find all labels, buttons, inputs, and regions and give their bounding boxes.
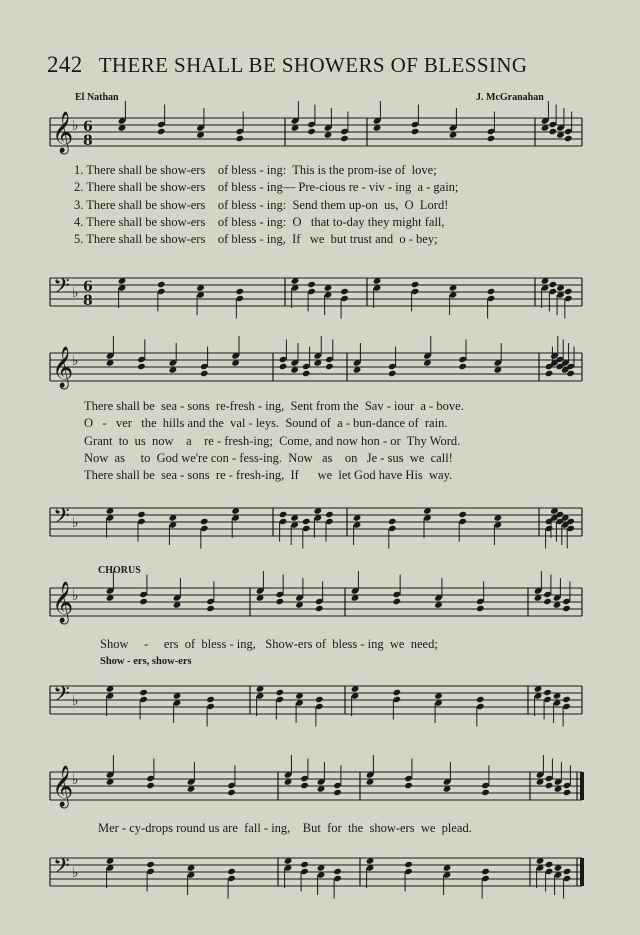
flat-sign-icon: ♭ xyxy=(72,772,79,788)
notehead xyxy=(340,288,349,295)
notehead xyxy=(562,696,571,703)
notehead xyxy=(275,689,284,696)
bass-clef-icon: 𝄢 xyxy=(53,274,70,304)
notehead xyxy=(404,861,413,868)
bass-staff-4 xyxy=(0,845,640,905)
notehead xyxy=(235,135,244,142)
notehead xyxy=(476,605,485,612)
notehead xyxy=(302,370,311,377)
notehead xyxy=(543,689,552,696)
lyric-line: 4. There shall be show-ers of bless - ing: O that to-day they might fall, xyxy=(74,214,445,229)
notehead xyxy=(206,605,215,612)
notehead xyxy=(481,789,490,796)
notehead xyxy=(315,605,324,612)
treble-clef-icon: 𝄞 xyxy=(52,766,74,807)
notehead xyxy=(307,281,316,288)
notehead xyxy=(481,868,490,875)
notehead xyxy=(302,518,311,525)
notehead xyxy=(333,789,342,796)
notehead xyxy=(548,281,557,288)
flat-sign-icon: ♭ xyxy=(72,285,79,301)
treble-staff-2 xyxy=(0,344,640,394)
notehead xyxy=(476,696,485,703)
time-signature-bottom: 8 xyxy=(83,133,93,149)
notehead xyxy=(227,868,236,875)
flat-sign-icon: ♭ xyxy=(72,118,79,134)
composer-credit: J. McGranahan xyxy=(476,92,544,103)
verse-lyrics xyxy=(74,162,458,248)
lyric-line: Grant to us now a re - fresh-ing; Come, and now hon - or Thy Word. xyxy=(84,433,461,448)
treble-staff-1 xyxy=(0,108,640,168)
notehead xyxy=(307,128,316,135)
treble-clef-icon: 𝄞 xyxy=(52,112,74,153)
chorus-label: CHORUS xyxy=(98,565,141,576)
staff-lines xyxy=(50,118,582,146)
treble-clef-icon: 𝄞 xyxy=(52,582,74,623)
notehead xyxy=(227,789,236,796)
notehead xyxy=(564,288,573,295)
notehead xyxy=(404,782,413,789)
notehead xyxy=(487,288,496,295)
notehead xyxy=(548,128,557,135)
notehead xyxy=(458,363,467,370)
notehead xyxy=(487,135,496,142)
time-signature-top: 6 xyxy=(83,279,93,295)
notehead xyxy=(325,511,334,518)
bass-clef-icon: 𝄢 xyxy=(53,854,70,884)
hymn-title: THERE SHALL BE SHOWERS OF BLESSING xyxy=(98,53,528,77)
lyric-line: 5. There shall be show-ers of bless - ing, If we but trust and o - bey; xyxy=(74,232,438,247)
verse2-lyrics xyxy=(84,398,464,484)
notehead xyxy=(545,861,554,868)
echo-lyrics: Show - ers, show-ers xyxy=(100,656,192,667)
bass-staff-1 xyxy=(0,266,640,326)
notehead xyxy=(562,605,571,612)
bass-clef-icon: 𝄢 xyxy=(53,682,70,712)
notehead xyxy=(315,696,324,703)
notehead xyxy=(200,370,209,377)
notehead xyxy=(411,281,420,288)
notehead xyxy=(146,782,155,789)
lyric-line: There shall be sea - sons re - fresh-ing, If we let God have His way. xyxy=(84,468,453,483)
lyric-line: 3. There shall be show-ers of bless - ing: Send them up-on us, O Lord! xyxy=(74,197,449,212)
hymn-header xyxy=(47,52,527,78)
notehead xyxy=(137,363,146,370)
notehead xyxy=(275,598,284,605)
notehead xyxy=(545,782,554,789)
lyric-line: 1. There shall be show-ers of bless - ing: This is the prom-ise of love; xyxy=(74,163,437,177)
lyric-line: O - ver the hills and the val - leys. Sound of a - bun-dance of rain. xyxy=(84,416,448,431)
author-credit: El Nathan xyxy=(75,92,119,103)
flat-sign-icon: ♭ xyxy=(72,515,79,531)
notehead xyxy=(206,696,215,703)
notehead xyxy=(300,782,309,789)
treble-clef-icon: 𝄞 xyxy=(52,347,74,388)
bass-staff-3 xyxy=(0,668,640,728)
treble-staff-3 xyxy=(0,578,640,633)
notehead xyxy=(411,128,420,135)
notehead xyxy=(137,511,146,518)
notehead xyxy=(300,861,309,868)
bass-clef-icon: 𝄢 xyxy=(53,504,70,534)
notehead xyxy=(157,128,166,135)
notehead xyxy=(564,135,573,142)
lyric-line: Show - ers of bless - ing, Show-ers of bless - ing we need; xyxy=(100,637,438,651)
time-signature-bottom: 8 xyxy=(83,293,93,309)
lyric-line: Now as to God we're con - fess-ing. Now as on Je - sus we call! xyxy=(84,450,453,465)
chorus-lyrics-1 xyxy=(100,636,438,653)
notehead xyxy=(139,689,148,696)
notehead xyxy=(545,370,554,377)
notehead xyxy=(388,518,397,525)
treble-staff-4 xyxy=(0,760,640,820)
flat-sign-icon: ♭ xyxy=(72,693,79,709)
lyric-line: There shall be sea - sons re-fresh - ing, Sent from the Sav - iour a - bove. xyxy=(84,399,464,413)
flat-sign-icon: ♭ xyxy=(72,588,79,604)
hymn-number: 242 xyxy=(47,52,83,77)
notehead xyxy=(458,511,467,518)
notehead xyxy=(543,598,552,605)
bass-staff-2 xyxy=(0,503,640,553)
notehead xyxy=(235,288,244,295)
time-signature-top: 6 xyxy=(83,119,93,135)
notehead xyxy=(392,598,401,605)
notehead xyxy=(392,689,401,696)
lyric-line: 2. There shall be show-ers of bless - ing— Pre-cious re - viv - ing a - gain; xyxy=(74,180,459,195)
notehead xyxy=(325,363,334,370)
lyric-line: Mer - cy-drops round us are fall - ing, But for the show-ers we plead. xyxy=(98,821,472,835)
chorus-lyrics-2 xyxy=(98,820,472,837)
notehead xyxy=(157,281,166,288)
flat-sign-icon: ♭ xyxy=(72,353,79,369)
notehead xyxy=(139,598,148,605)
notehead xyxy=(146,861,155,868)
notehead xyxy=(563,868,572,875)
notehead xyxy=(563,789,572,796)
notehead xyxy=(340,135,349,142)
notehead xyxy=(333,868,342,875)
notehead xyxy=(388,370,397,377)
notehead xyxy=(279,511,288,518)
notehead xyxy=(279,363,288,370)
flat-sign-icon: ♭ xyxy=(72,865,79,881)
notehead xyxy=(200,518,209,525)
